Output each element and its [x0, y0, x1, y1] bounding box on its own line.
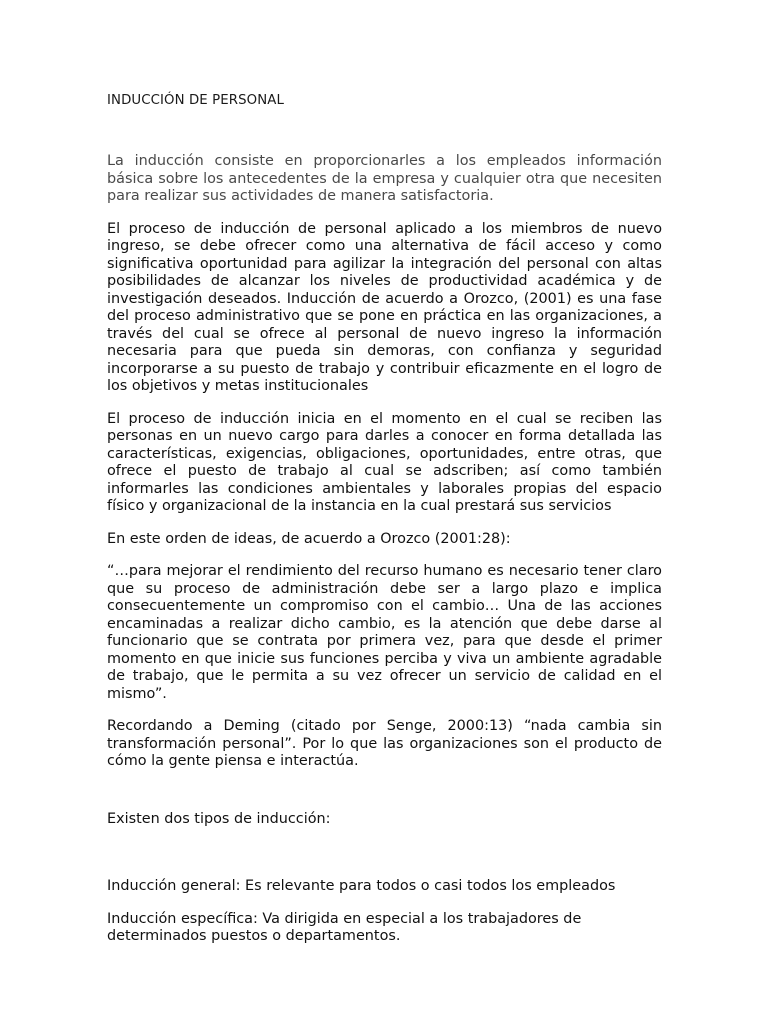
document-page: [107, 92, 662, 946]
quote-paragraph: “…para mejorar el rendimiento del recurso humano es necesario tener claro que su proceso de administración debe ser a largo plazo e implica consecuentemente un compromiso con el cambio… Una de las acciones encaminadas a realizar dicho cambio, es la atención que debe darse al funcionario que se contrata por primera vez, para que desde el primer momento en que inicie sus funciones perciba y viva un ambiente agradable de trabajo, que le permita a su vez ofrecer un servicio de calidad en el mismo”.: [107, 563, 662, 702]
document-title: INDUCCIÓN DE PERSONAL: [107, 93, 284, 108]
intro-paragraph: La inducción consiste en proporcionarles a los empleados información básica sobre los antecedentes de la empresa y cualquier otra que necesiten para realizar sus actividades de manera satisfactoria.: [107, 153, 662, 204]
paragraph-order-of-ideas: En este orden de ideas, de acuerdo a Orozco (2001:28):: [107, 530, 511, 547]
type-general: Inducción general: Es relevante para todos o casi todos los empleados: [107, 878, 616, 894]
paragraph-process-start: El proceso de inducción inicia en el momento en el cual se reciben las personas en un nuevo cargo para darles a conocer en forma detallada las características, exigencias, obligaciones, oportunidades, entre otras, que ofrece el puesto de trabajo al cual se adscriben; así como también informarles las condiciones ambientales y laborales propias del espacio físico y organizacional de la instancia en la cual prestará sus servicios: [107, 410, 662, 514]
type-specific: Inducción específica: Va dirigida en especial a los trabajadores de determinados puestos o departamentos.: [107, 910, 582, 944]
paragraph-deming: Recordando a Deming (citado por Senge, 2000:13) “nada cambia sin transformación personal”. Por lo que las organizaciones son el producto de cómo la gente piensa e interactúa.: [107, 718, 662, 769]
types-heading: Existen dos tipos de inducción:: [107, 810, 331, 827]
paragraph-process-definition: El proceso de inducción de personal aplicado a los miembros de nuevo ingreso, se debe ofrecer como una alternativa de fácil acceso y como significativa oportunidad para agilizar la integración del personal con altas posibilidades de alcanzar los niveles de productividad académica y de investigación deseados. Inducción de acuerdo a Orozco, (2001) es una fase del proceso administrativo que se pone en práctica en las organizaciones, a través del cual se ofrece al personal de nuevo ingreso la información necesaria para que pueda sin demoras, con confianza y seguridad incorporarse a su puesto de trabajo y contribuir eficazmente en el logro de los objetivos y metas institucionales: [107, 220, 662, 394]
